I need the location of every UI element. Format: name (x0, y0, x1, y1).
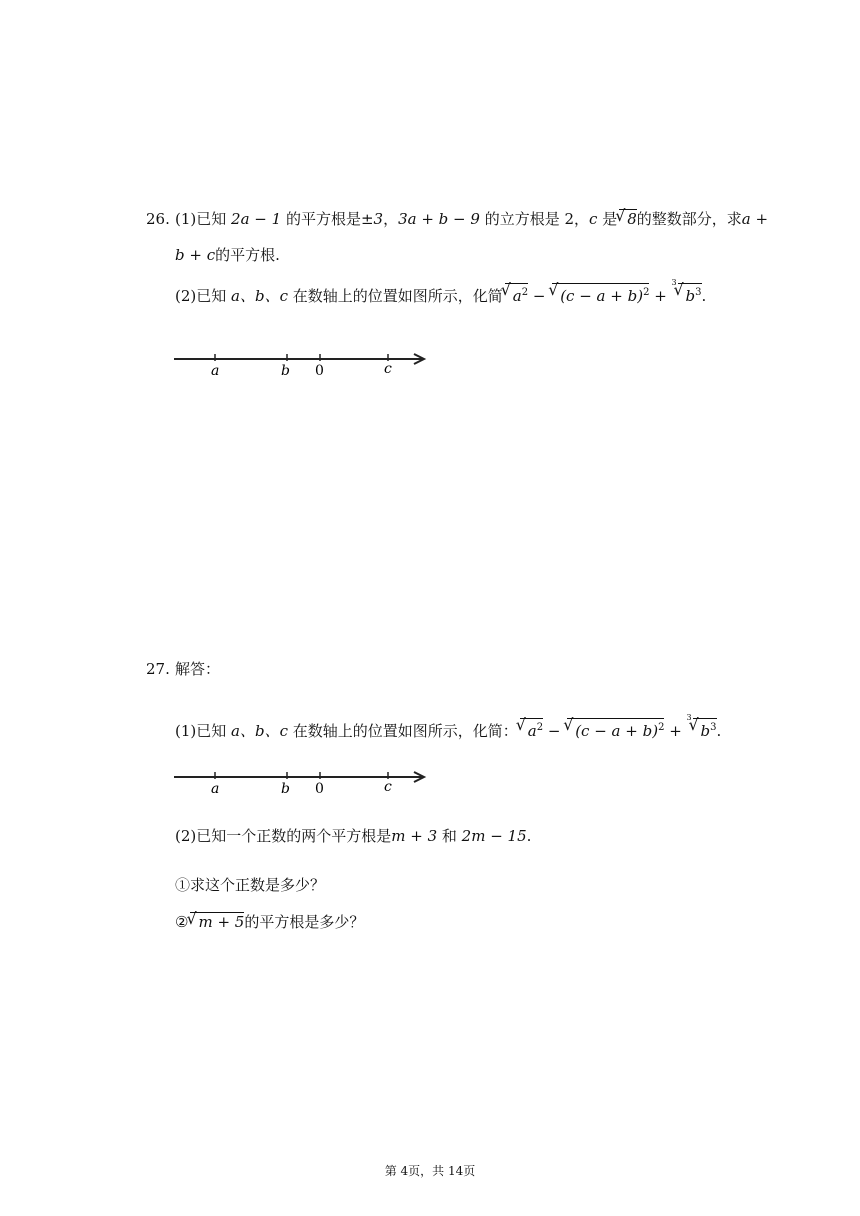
exponent: 2 (643, 287, 650, 298)
text: (1)已知 (175, 722, 232, 740)
math-expr: 3a + b − 9 (398, 210, 480, 228)
exponent: 3 (710, 722, 717, 733)
question-26-part1-line1 (175, 209, 768, 229)
exponent: 2 (536, 722, 544, 733)
sqrt-radical (190, 912, 244, 931)
text: 是 (597, 210, 618, 228)
text: 的整数部分，求 (636, 210, 742, 228)
question-27-title: 解答： (175, 660, 221, 678)
math-expr: ±3 (360, 210, 384, 228)
text: . (701, 287, 707, 305)
sqrt-radical (567, 718, 664, 740)
label-c: c (384, 779, 392, 795)
cube-root-radical (686, 713, 717, 740)
number-line-26 (172, 348, 432, 378)
operator: − (543, 722, 566, 740)
question-27-number: 27. (146, 660, 170, 678)
label-c: c (384, 361, 392, 377)
text: (2)已知 (175, 287, 232, 305)
text: . (716, 722, 722, 740)
operator: − (528, 287, 551, 305)
exponent: 3 (695, 287, 702, 298)
math-expr: a + (741, 210, 769, 228)
math-expr: 2a − 1 (231, 210, 282, 228)
radicand: a (527, 722, 537, 740)
question-26-part2 (175, 278, 707, 306)
label-a: a (211, 363, 220, 378)
radicand: m + 5 (198, 913, 245, 931)
math-vars: a、b、c (231, 722, 288, 740)
math-expr: b + c (175, 246, 216, 264)
sqrt-radical (505, 283, 528, 305)
text: 的立方根是 2， (479, 210, 590, 228)
text: (1)已知 (175, 210, 232, 228)
text: 的平方根是 (281, 210, 361, 228)
sqrt-radical (520, 718, 543, 740)
page-footer: 第 4页，共 14页 (384, 1164, 476, 1178)
text: 在数轴上的位置如图所示，化简： (287, 722, 518, 740)
question-27-part2 (175, 826, 531, 846)
radicand: b (685, 287, 696, 305)
text: . (526, 827, 532, 845)
sqrt-radical (552, 283, 649, 305)
math-vars: a、b、c (231, 287, 288, 305)
number-line-27 (172, 766, 432, 796)
radicand: b (700, 722, 711, 740)
operator: + (664, 722, 687, 740)
root-index: √ 3 (686, 713, 692, 722)
question-27-sub1: ①求这个正数是多少？ (175, 876, 326, 894)
cube-root-radical (671, 278, 702, 305)
label-zero: 0 (315, 363, 324, 378)
question-27-sub2 (175, 912, 364, 932)
exponent: 2 (521, 287, 529, 298)
sqrt-radical (619, 209, 637, 228)
text: ， (383, 210, 399, 228)
text: 和 (437, 827, 462, 845)
question-26-part1-line2 (175, 245, 280, 265)
circled-number: ② (175, 913, 189, 931)
text: 的平方根. (215, 246, 280, 264)
exponent: 2 (658, 722, 665, 733)
math-var: c (589, 210, 598, 228)
text: 的平方根是多少？ (244, 913, 365, 931)
question-26-number: 26. (146, 210, 170, 228)
math-expr: m + 3 (391, 827, 438, 845)
label-b: b (281, 781, 290, 796)
radicand: (c − a + b) (560, 287, 644, 305)
math-expr: 2m − 15 (461, 827, 527, 845)
label-b: b (281, 363, 290, 378)
text: (2)已知一个正数的两个平方根是 (175, 827, 392, 845)
radicand: 8 (627, 210, 637, 228)
radicand: a (512, 287, 522, 305)
question-27-part1 (175, 713, 722, 741)
text: 在数轴上的位置如图所示，化简 (287, 287, 503, 305)
radicand: (c − a + b) (575, 722, 659, 740)
label-a: a (211, 781, 220, 796)
label-zero: 0 (315, 781, 324, 796)
root-index: √ 3 (671, 278, 677, 287)
operator: + (649, 287, 672, 305)
